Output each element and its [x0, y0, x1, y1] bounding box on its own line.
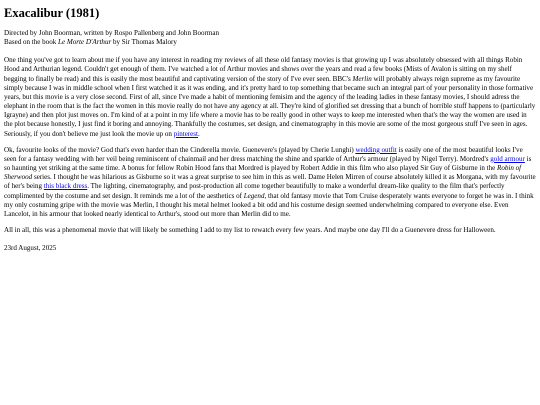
p1-text-3: .	[198, 129, 200, 138]
gold-armour-link[interactable]: gold armour	[490, 154, 525, 163]
show-title-robin-of-sherwood: Robin of Sherwood	[4, 164, 522, 182]
p1-text-2: will probably always reign supreme as my favourite simply because I was in middle school when I first watched it as it was ending, and it's pretty hard to top something that became such an integral part of your personality in those formative years, but this movie is a very close second. First of all, since I've made a habit of mentioning femisim and the agency of the leading ladies in these fantasy movies, I should adress the elephant in the room that is the fact the women in this movie really do not have any agency at all. They're kind of glorified set dressing that a bunch of horrible stuff happens to (particularly Igrayne) and then plot just moves on. I'm kind of at a point in my life where a movie has to be really good in other ways to keep me interested when that's the way the women are used in the plot because honestly, I just find it boring and annoying. Thankfully the costumes, set design, and cinematography in this movie are some of the most gorgeous stuff I've seen in ages. Seriously, if you don't believe me just look the movie up on	[4, 74, 536, 138]
credits: Directed by John Boorman, written by Rospo Pallenberg and John Boorman	[4, 29, 219, 37]
black-dress-link[interactable]: this black dress	[43, 182, 88, 191]
p2-text-4: series. I thought he was hilarious as Gisburne so it was a great surprise to see him in this as well. Dame Helen Mirren of course absolutely killed it as Morgana, with my favourite of her's being	[4, 173, 536, 191]
p2-text-3: is so haunting yet striking at the same time. A bonus for fellow Robin Hood fans that Mordred is played by Robert Addie in this film who also played Sir Guy of Gisburne in the	[4, 154, 532, 173]
page-title: Exacalibur (1981)	[4, 6, 100, 20]
p2-text-2: is easily one of the most beautiful looks I've seen for a fantasy wedding with her veil being reminiscent of chainmail and her dress matching the shine and sparkle of Arthur's armour (played by Nigel Terry). Mordred's	[4, 145, 523, 163]
p2-text-6: , that old fantasy movie that Tom Cruise desperately wants everyone to forget he was in. I think my only costuming gripe with the movie was Merlin, I thought his metal helmet looked a bit odd and his costume design seemed underwhelming compared to everyone else. Even Lancelot, in his armour that looked nearly identical to Arthur's, stood out more than Merlin did to me.	[4, 191, 534, 218]
based-on-suffix: by Sir Thomas Malory	[111, 38, 177, 47]
pinterest-link[interactable]: pinterest	[173, 129, 198, 138]
book-title: Le Morte D'Arthur	[58, 38, 112, 47]
based-on-prefix: Based on the book	[4, 38, 59, 47]
movie-meta	[4, 29, 536, 47]
p2-text-1: Ok, favourite looks of the movie? God that's even harder than the Cinderella movie. Guenevere's (played by Cherie Lunghi)	[4, 145, 356, 154]
show-title-merlin: Merlin	[352, 74, 372, 83]
film-title-legend: Legend	[243, 191, 265, 200]
review-paragraph-3: All in all, this was a phenomenal movie that will likely be something I add to my list to rewatch every few years. And maybe one day I'll do a Guenevere dress for Halloween.	[4, 225, 496, 234]
p1-text-1: One thing you've got to learn about me if you have any interest in reading my reviews of all these old fantasy movies is that growing up I was absolutely obsessed with all things Robin Hood and Arthurian legend. Couldn't get enough of them. I've watched a lot of Arthur movies and shows over the years and read a few books (Mists of Avalon is sitting on my shelf begging to finally be read) and this is easily the most beautiful and captivating version of the story of I've ever seen. BBC's	[4, 56, 523, 83]
review-paragraph-2	[4, 146, 536, 219]
wedding-outfit-link[interactable]: wedding outfit	[355, 145, 397, 154]
p2-text-5: . The lighting, cinematography, and post-production all come together beautifully to make a wonderful dream-like quality to the film that's perfectly complimented by the costume and set design. It reminds me a lot of the aesthetics of	[4, 182, 505, 200]
review-paragraph-1	[4, 56, 536, 138]
post-date: 23rd August, 2025	[4, 244, 57, 253]
